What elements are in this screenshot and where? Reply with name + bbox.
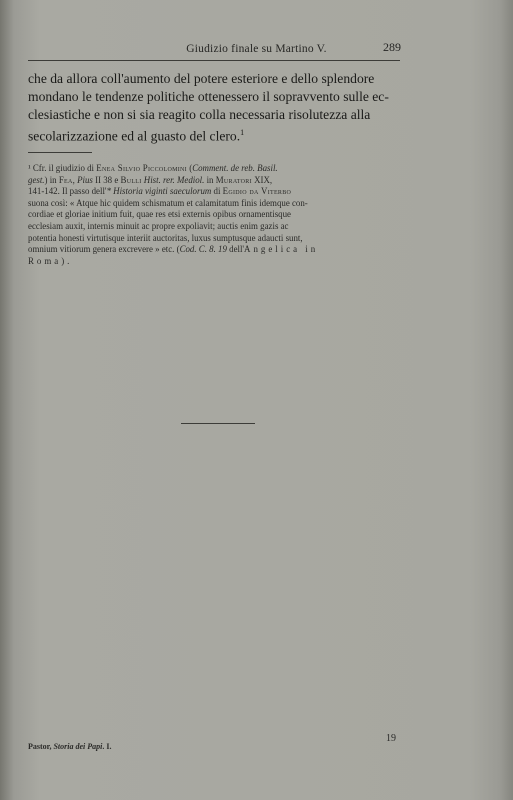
page-number: 289	[383, 40, 401, 54]
footnote-text: dell'	[226, 244, 245, 255]
manuscript-reference: Cod. C. 8. 19	[179, 244, 227, 255]
body-paragraph	[28, 70, 404, 146]
footnote-text: XIX,	[251, 174, 273, 185]
footnote-line	[28, 186, 404, 198]
footnote-text: ) in	[44, 174, 59, 185]
header-rule	[28, 60, 400, 61]
footnote-line: Roma).	[28, 255, 73, 266]
footnote-text: ¹ Cfr. il giudizio di	[28, 163, 97, 173]
footnote-text: in	[204, 174, 216, 185]
signature-work-title: Storia dei Papi	[53, 742, 103, 751]
footnote-text: (	[187, 163, 193, 173]
signature-line: Pastor, Storia dei Papi. I.	[28, 742, 112, 751]
author-name: Egidio da Viterbo	[222, 186, 292, 197]
footnote	[28, 163, 404, 267]
signature-number: 19	[386, 733, 396, 744]
body-line-text: secolarizzazione ed al guasto del clero.	[28, 128, 241, 144]
signature-volume: I.	[106, 742, 112, 751]
author-name: Muratori	[215, 174, 252, 185]
body-line	[28, 124, 404, 146]
library-name: Angelica in	[244, 244, 319, 255]
footnote-rule	[28, 152, 92, 153]
footnote-line: cordiae et gloriae initium fuit, quae res etsi externis opibus ornamentisque	[28, 209, 291, 220]
footnote-text: di	[211, 186, 223, 197]
body-line: che da allora coll'aumento del potere esteriore e dello splendore	[28, 71, 375, 86]
footnote-text: II 38 e	[92, 174, 121, 185]
footnote-line	[28, 244, 404, 256]
footnote-line: potentia honesti virtutisque interiit auctoritas, luxus sumptusque adaucti sunt,	[28, 232, 303, 243]
footnote-line	[28, 163, 404, 175]
footnote-line: ecclesiam auxit, internis minuit ac propre expoliavit; auctis enim gazis ac	[28, 220, 289, 231]
work-title: * Historia viginti saeculorum	[106, 186, 212, 197]
work-title: Hist. rer. Mediol.	[143, 174, 205, 185]
footnote-text: omnium vitiorum genera excrevere » etc. (	[28, 244, 180, 255]
footnote-text: ,	[72, 174, 78, 185]
footnote-marker: 1	[240, 128, 245, 137]
work-title: Comment. de reb. Basil.	[192, 163, 278, 173]
signature-author: Pastor	[28, 742, 50, 751]
footnote-text: 141-142. Il passo dell'	[28, 186, 107, 197]
author-name: Enea Silvio Piccolomini	[96, 163, 187, 173]
work-title: gest.	[28, 174, 45, 185]
author-name: Fea	[58, 174, 73, 185]
running-head: Giudizio finale su Martino V.	[186, 43, 327, 55]
author-name: Bulli	[120, 174, 142, 185]
body-line: mondano le tendenze politiche ottenessero il sopravvento sulle ec-	[28, 89, 389, 104]
footnote-line	[28, 175, 404, 187]
section-end-rule	[181, 423, 255, 424]
body-line: clesiastiche e non si sia reagito colla necessaria risolutezza alla	[28, 107, 371, 122]
work-title: Pius	[77, 174, 93, 185]
footnote-line: suona così: « Atque hic quidem schismatum et calamitatum finis idemque con-	[28, 197, 308, 208]
